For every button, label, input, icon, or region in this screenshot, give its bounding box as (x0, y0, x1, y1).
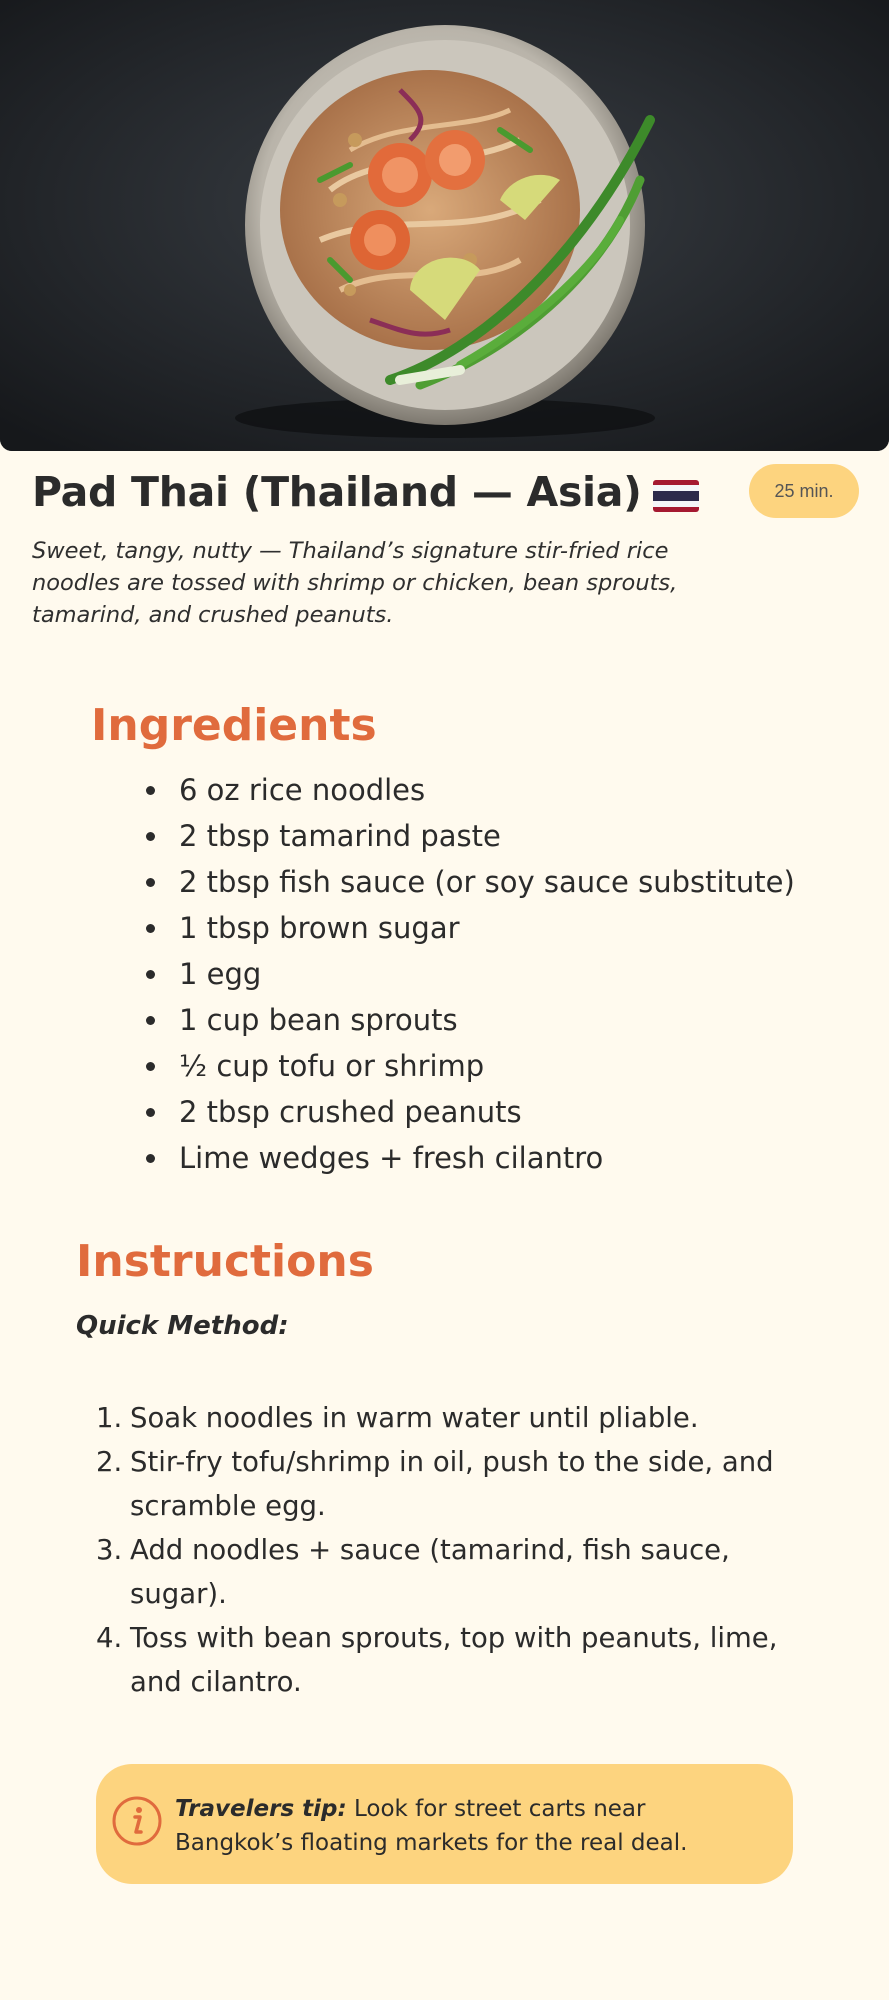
bullet (146, 832, 155, 841)
travelers-tip-callout (96, 1764, 793, 1884)
tip-lead: Travelers tip: (175, 1796, 347, 1822)
instruction-step: 4. Toss with bean sprouts, top with peanuts, lime, and cilantro. (96, 1622, 778, 1698)
bullet (146, 878, 155, 887)
ingredients-list (179, 767, 795, 1181)
hero-image (0, 0, 889, 451)
tip-body: Look for street carts near Bangkok’s floating markets for the real deal. (175, 1796, 688, 1856)
bullet (146, 1062, 155, 1071)
info-icon (110, 1794, 164, 1848)
instruction-step: 1. Soak noodles in warm water until pliable. (96, 1402, 699, 1434)
ingredient-item: Lime wedges + fresh cilantro (179, 1135, 795, 1181)
recipe-description: Sweet, tangy, nutty — Thailand’s signature stir-fried rice noodles are tossed with shrimp or chicken, bean sprouts, tamarind, and crushed peanuts. (32, 538, 678, 628)
ingredient-item: 1 tbsp brown sugar (179, 905, 795, 951)
bullet (146, 1108, 155, 1117)
instructions-list (96, 1396, 796, 1704)
ingredient-item: ½ cup tofu or shrimp (179, 1043, 795, 1089)
ingredient-item: 2 tbsp tamarind paste (179, 813, 795, 859)
bullet (146, 1154, 155, 1163)
recipe-title: Pad Thai (Thailand — Asia) (32, 468, 642, 516)
instruction-step: 3. Add noodles + sauce (tamarind, fish sauce, sugar). (96, 1534, 730, 1610)
ingredients-heading: Ingredients (91, 700, 377, 751)
quick-method-subheading: Quick Method: (76, 1311, 289, 1341)
cook-time-badge: 25 min. (749, 464, 859, 518)
bullet (146, 1016, 155, 1025)
tip-text (175, 1792, 765, 1860)
instructions-heading: Instructions (76, 1236, 374, 1287)
bullet (146, 924, 155, 933)
thailand-flag-icon (653, 480, 699, 512)
ingredient-item: 6 oz rice noodles (179, 767, 795, 813)
ingredient-item: 1 egg (179, 951, 795, 997)
recipe-header (32, 468, 862, 524)
ingredient-item: 1 cup bean sprouts (179, 997, 795, 1043)
ingredient-item: 2 tbsp crushed peanuts (179, 1089, 795, 1135)
instruction-step: 2. Stir-fry tofu/shrimp in oil, push to the side, and scramble egg. (96, 1446, 774, 1522)
bullet (146, 786, 155, 795)
ingredient-item: 2 tbsp fish sauce (or soy sauce substitute) (179, 859, 795, 905)
bullet (146, 970, 155, 979)
pad-thai-photo (0, 0, 889, 451)
